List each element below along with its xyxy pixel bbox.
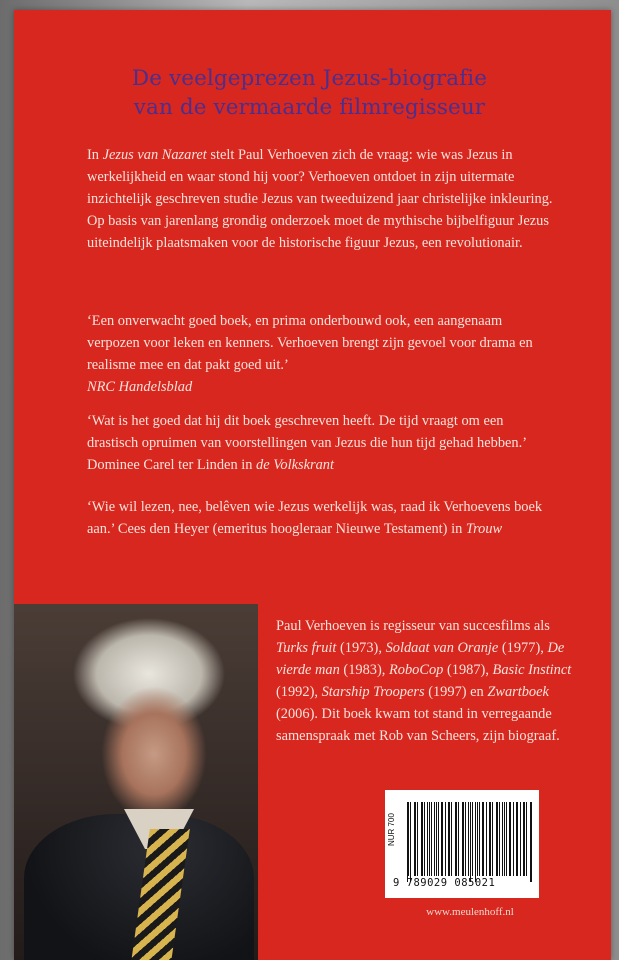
intro-text: stelt Paul Verhoeven zich de vraag: wie was Jezus in werkelijkheid en waar stond hij voor? Verhoeven ontdoet in zijn uitermate inzichtelijk geschreven studie Jezus van tweeduizend jaar christelijke inkleuring. Op basis van jarenlang grondig onderzoek moet de mythische bijbelfiguur Jezus uiteindelijk plaatsmaken voor de historische figuur Jezus, een revolutionair. — [87, 147, 553, 251]
headline — [0, 64, 619, 122]
quote-text: ‘Wat is het goed dat hij dit boek geschreven heeft. De tijd vraagt om een drastisch opruimen van voorstellingen van Jezus die hun tijd gehad hebben.’ Dominee Carel ter Linden in — [87, 413, 526, 473]
bio-text: (2006). Dit boek kwam tot stand in verregaande samenspraak met Rob van Scheers, zijn biograaf. — [276, 706, 560, 744]
barcode-bar — [417, 802, 418, 876]
quote-source: Trouw — [465, 521, 503, 537]
barcode-bar — [434, 802, 435, 876]
bio-text: Paul Verhoeven is regisseur van succesfilms als — [276, 618, 550, 634]
film-title: De vierde man — [276, 640, 565, 678]
headline-line-2: van de vermaarde filmregisseur — [133, 95, 486, 120]
review-quote-2 — [87, 410, 557, 476]
intro-paragraph — [87, 144, 557, 254]
quote-text: ‘Een onverwacht goed boek, en prima onderbouwd ook, een aangenaam verpozen voor leken en kenners. Verhoeven brengt zijn gevoel voor drama en realisme mee en dat pakt goed uit.’ — [87, 313, 533, 373]
film-title: RoboCop — [388, 662, 444, 678]
headline-line-1: De veelgeprezen Jezus-biografie — [131, 66, 488, 91]
review-quote-1 — [87, 310, 557, 398]
film-title: Zwartboek — [487, 684, 549, 700]
author-bio — [276, 615, 576, 747]
nur-code: NUR 700 — [387, 813, 396, 846]
author-photo — [14, 604, 258, 960]
bio-text: (1997) en — [424, 684, 488, 700]
bio-text: (1987), — [443, 662, 493, 678]
quote-text: ‘Wie wil lezen, nee, belêven wie Jezus werkelijk was, raad ik Verhoevens boek aan.’ Cees den Heyer (emeritus hoogleraar Nieuwe Testament) in — [87, 499, 543, 537]
barcode-label — [385, 790, 539, 898]
quote-source: de Volkskrant — [256, 457, 334, 473]
publisher-url: www.meulenhoff.nl — [426, 906, 514, 918]
film-title: Basic Instinct — [492, 662, 572, 678]
barcode-bars — [407, 802, 533, 876]
film-title: Soldaat van Oranje — [385, 640, 499, 656]
barcode-bar — [489, 802, 490, 876]
barcode-bar — [455, 802, 456, 876]
barcode-bar — [472, 802, 473, 876]
bio-text: (1983), — [339, 662, 389, 678]
quote-source: NRC Handelsblad — [87, 379, 193, 395]
intro-prefix: In — [87, 147, 103, 163]
isbn-number: 9 789029 085021 — [393, 877, 496, 889]
film-title: Starship Troopers — [321, 684, 425, 700]
barcode-bar — [513, 802, 514, 876]
review-quote-3 — [87, 496, 557, 540]
book-title: Jezus van Nazaret — [102, 147, 207, 163]
bio-text: (1992), — [276, 684, 322, 700]
bio-text: (1973), — [336, 640, 386, 656]
film-title: Turks fruit — [276, 640, 337, 656]
bio-text: (1977), — [498, 640, 548, 656]
